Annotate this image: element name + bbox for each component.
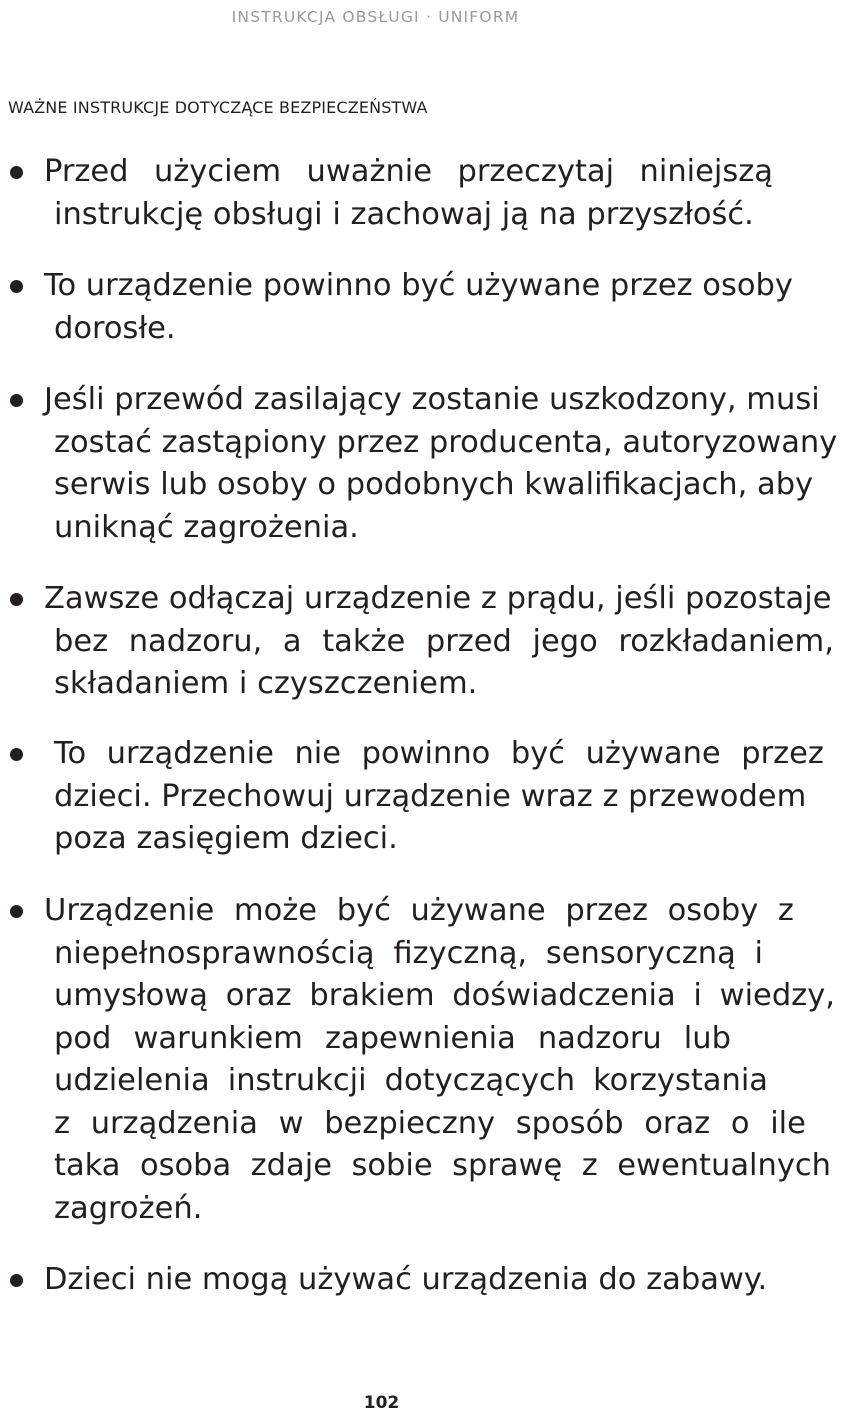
item-text-line: instrukcję obsługi i zachowaj ją na przyszłość. (54, 196, 754, 232)
item-text-line: Dzieci nie mogą używać urządzenia do zabawy. (44, 1262, 768, 1297)
item-text-line: Urządzenie może być używane przez osoby z (44, 893, 794, 928)
item-text-line: serwis lub osoby o podobnych kwalifikacjach, aby (54, 467, 814, 502)
item-text-line: Jeśli przewód zasilający zostanie uszkodzony, musi (44, 382, 820, 417)
item-text-line: umysłową oraz brakiem doświadczenia i wiedzy, (54, 978, 835, 1013)
item-text-line: dzieci. Przechowuj urządzenie wraz z przewodem (54, 778, 807, 814)
bullet-icon (10, 280, 23, 293)
item-text-line: pod warunkiem zapewnienia nadzoru lub (54, 1020, 731, 1056)
section-title: WAŻNE INSTRUKCJE DOTYCZĄCE BEZPIECZEŃSTWA (8, 98, 428, 117)
item-text-line: dorosłe. (54, 310, 176, 346)
running-header: INSTRUKCJA OBSŁUGI · UNIFORM (231, 8, 520, 26)
bullet-icon (10, 1274, 23, 1287)
bullet-icon (10, 905, 23, 918)
item-text-line: bez nadzoru, a także przed jego rozkładaniem, (54, 623, 834, 659)
item-text-line: To urządzenie nie powinno być używane przez (54, 736, 824, 771)
item-text-line: udzielenia instrukcji dotyczących korzystania (54, 1063, 768, 1098)
item-text-line: Przed użyciem uważnie przeczytaj niniejszą (44, 154, 773, 189)
bullet-icon (10, 394, 23, 407)
item-text-line: poza zasięgiem dzieci. (54, 821, 398, 856)
item-text-line: taka osoba zdaje sobie sprawę z ewentualnych (54, 1148, 831, 1183)
bullet-icon (10, 593, 23, 606)
item-text-line: zostać zastąpiony przez producenta, autoryzowany (54, 424, 838, 460)
item-text-line: Zawsze odłączaj urządzenie z prądu, jeśli pozostaje (44, 581, 832, 616)
item-text-line: składaniem i czyszczeniem. (54, 666, 478, 701)
item-text-line: uniknąć zagrożenia. (54, 509, 359, 545)
item-text-line: niepełnosprawnością fizyczną, sensoryczną i (54, 935, 763, 971)
bullet-icon (10, 748, 23, 761)
page-number: 102 (363, 1393, 400, 1413)
item-text-line: z urządzenia w bezpieczny sposób oraz o ile (54, 1105, 806, 1141)
item-text-line: To urządzenie powinno być używane przez osoby (44, 268, 793, 303)
item-text-line: zagrożeń. (54, 1190, 203, 1226)
bullet-icon (10, 166, 23, 179)
